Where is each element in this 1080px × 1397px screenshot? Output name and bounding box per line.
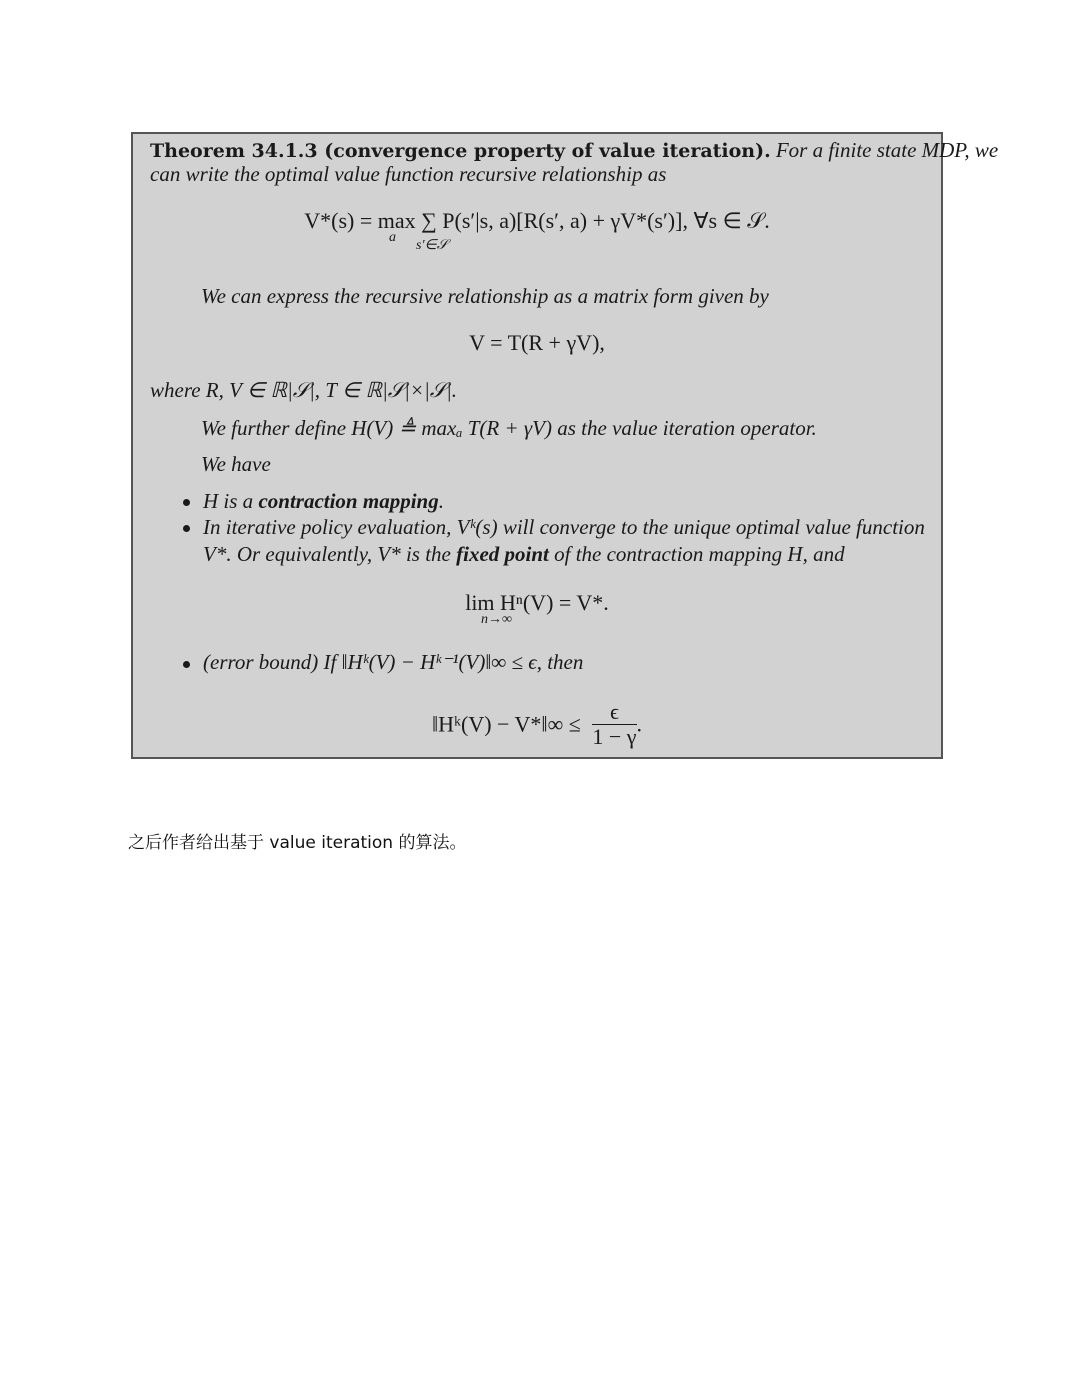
bullet-3: (error bound) If ‖Hᵏ(V) − Hᵏ⁻¹(V)‖∞ ≤ ϵ, then <box>203 650 584 674</box>
where-text: where R, V ∈ ℝ|𝒮|, T ∈ ℝ|𝒮|×|𝒮|. <box>150 378 458 402</box>
theorem-line-1 <box>150 138 998 163</box>
equation-bellman: V*(s) = max ∑ P(s′|s, a)[R(s′, a) + γV*(s′)], ∀s ∈ 𝒮. <box>304 208 770 233</box>
equation-bellman-sub-s: s′∈𝒮 <box>416 238 448 253</box>
define-operator-text: We further define H(V) ≜ maxₐ T(R + γV) as the value iteration operator. <box>201 416 817 440</box>
equation-matrix: V = T(R + γV), <box>469 330 605 355</box>
equation-error-bound: ‖Hᵏ(V) − V*‖∞ ≤ $\frac{\epsilon}{1 - \gamma}$ . <box>431 699 643 749</box>
equation-bellman-sub-a: a <box>389 230 396 245</box>
bullet-1-bold: contraction mapping <box>258 489 439 513</box>
bullet-2-line-2 <box>203 542 845 567</box>
bullet-2-dot <box>183 525 190 532</box>
theorem-intro-2: can write the optimal value function recursive relationship as <box>150 162 667 186</box>
bullet-1-pre: H is a <box>203 489 254 513</box>
error-bound-fraction <box>592 700 636 749</box>
theorem-heading: Theorem 34.1.3 (convergence property of value iteration). <box>150 140 771 162</box>
bullet-3-dot <box>183 661 190 668</box>
equation-limit-sub: n→∞ <box>481 612 512 627</box>
bullet-1 <box>203 489 444 514</box>
bullet-2-post: of the contraction mapping H, and <box>554 542 845 566</box>
theorem-box <box>131 132 999 759</box>
bullet-2-pre: V*. Or equivalently, V* is the <box>203 542 451 566</box>
error-bound-numerator: ϵ <box>592 700 636 725</box>
equation-limit: lim Hⁿ(V) = V*. <box>465 590 609 615</box>
bullet-2-line-1: In iterative policy evaluation, Vᵏ(s) will converge to the unique optimal value function <box>203 515 925 539</box>
bullet-1-dot <box>183 499 190 506</box>
caption-text: 之后作者给出基于 value iteration 的算法。 <box>128 833 467 853</box>
we-have-text: We have <box>201 452 271 476</box>
error-bound-denominator: 1 − γ <box>592 724 637 749</box>
bullet-2-bold: fixed point <box>456 542 549 566</box>
matrix-form-text: We can express the recursive relationship as a matrix form given by <box>201 284 769 308</box>
bullet-1-post: . <box>438 489 444 513</box>
theorem-intro-1: For a finite state MDP, we <box>775 138 999 162</box>
error-bound-left: ‖Hᵏ(V) − V*‖∞ ≤ <box>431 711 581 737</box>
